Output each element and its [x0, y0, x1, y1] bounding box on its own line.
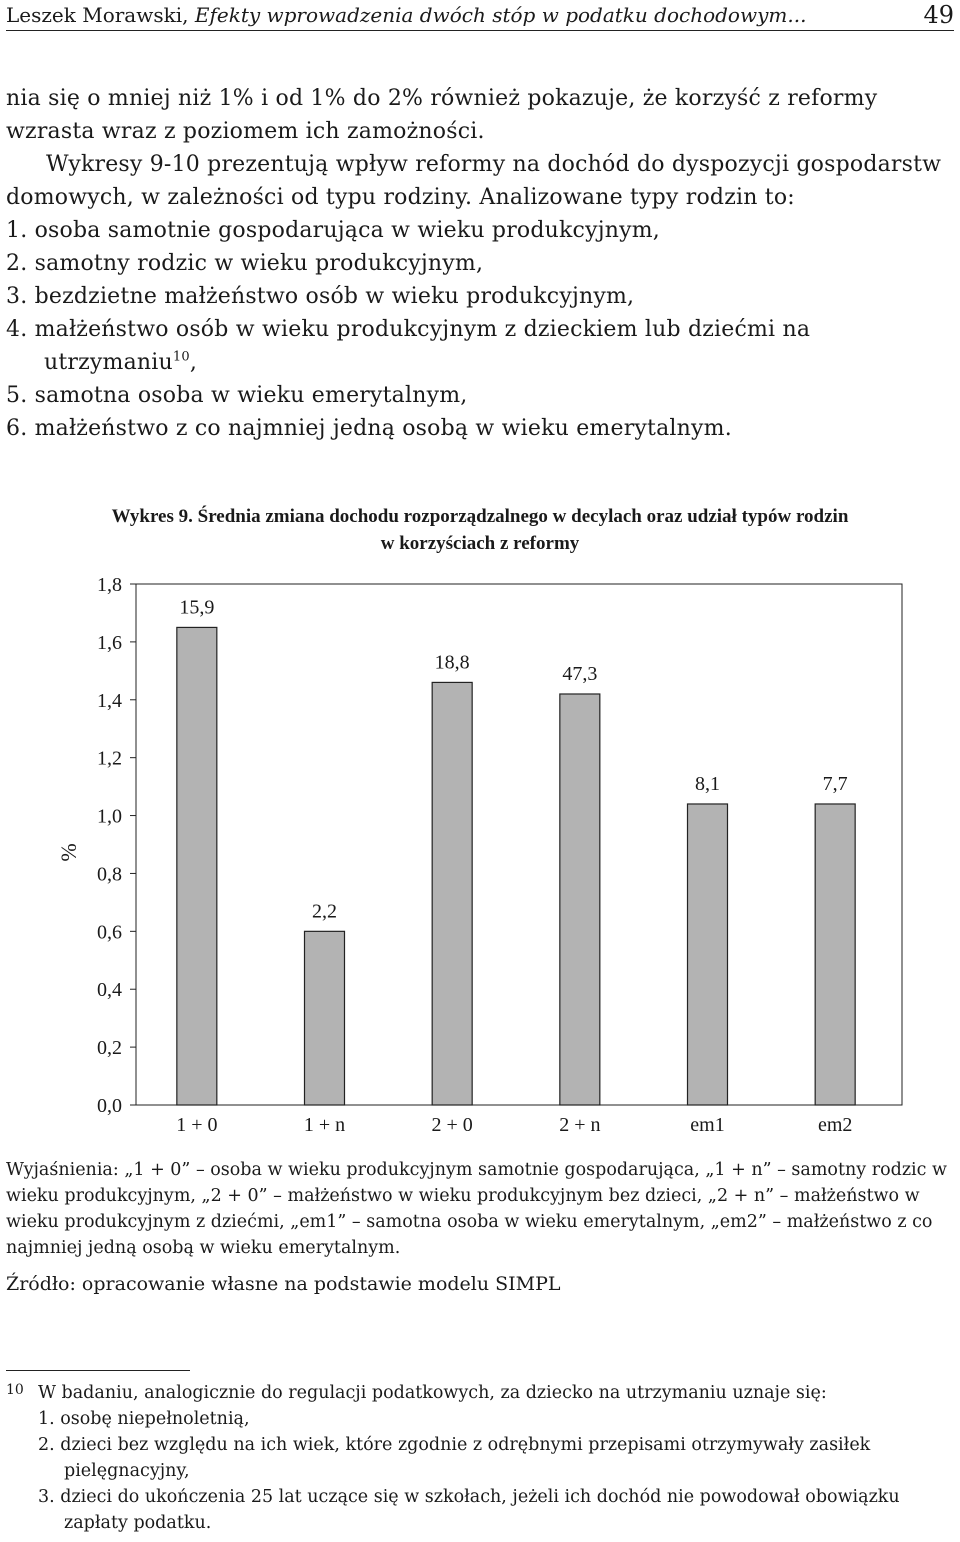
footnote-list [38, 1406, 954, 1536]
list-item [6, 313, 954, 379]
body-text [6, 82, 954, 445]
running-title [6, 0, 806, 30]
y-tick-label: 1,0 [97, 805, 122, 828]
x-tick-label: em1 [690, 1114, 725, 1136]
bar [305, 931, 345, 1105]
footnote-ref[interactable]: 10 [172, 349, 190, 365]
bar-data-label: 18,8 [434, 651, 470, 674]
y-tick-label: 1,6 [97, 631, 122, 654]
footnote-text: W badaniu, analogicznie do regulacji podatkowych, za dziecko na utrzymaniu uznaje się: [38, 1383, 827, 1403]
bar [177, 627, 217, 1105]
y-tick-label: 1,4 [97, 689, 122, 712]
bar [560, 694, 600, 1105]
footnote-number: 10 [6, 1382, 24, 1398]
article-title: Efekty wprowadzenia dwóch stóp w podatku dochodowym... [194, 3, 807, 27]
x-tick-label: 2 + n [559, 1114, 601, 1136]
y-tick-label: 0,0 [97, 1095, 122, 1117]
list-item: 6. małżeństwo z co najmniej jedną osobą w wieku emerytalnym. [6, 416, 732, 441]
bar-data-label: 15,9 [179, 596, 215, 619]
bar [688, 804, 728, 1105]
footnote [6, 1380, 954, 1536]
paragraph: nia się o mniej niż 1% i od 1% do 2% również pokazuje, że korzyść z reformy wzrasta wraz z poziomem ich zamożności. [6, 86, 878, 144]
footnote-item: 3. dzieci do ukończenia 25 lat uczące się w szkołach, jeżeli ich dochód nie powodował obowiązku zapłaty podatku. [38, 1487, 900, 1533]
chart-notes: Wyjaśnienia: „1 + 0” – osoba w wieku produkcyjnym samotnie gospodarująca, „1 + n” – samotny rodzic w wieku produkcyjnym, „2 + 0” – małżeństwo w wieku produkcyjnym bez dzieci, „2 + n” – małżeństwo w wieku produkcyjnym z dziećmi, „em1” – samotna osoba w wieku emerytalnym, „em2” – małżeństwo z co najmniej jedną osobą w wieku emerytalnym. [6, 1160, 947, 1258]
plot-frame [136, 584, 902, 1105]
running-header [6, 0, 954, 31]
chart-title-line: w korzyściach z reformy [380, 533, 580, 554]
chart-source: Źródło: opracowanie własne na podstawie modelu SIMPL [6, 1273, 561, 1295]
y-tick-label: 0,6 [97, 921, 122, 944]
list-item: 5. samotna osoba w wieku emerytalnym, [6, 383, 468, 408]
paragraph: Wykresy 9-10 prezentują wpływ reformy na dochód do dyspozycji gospodarstw domowych, w zależności od typu rodziny. Analizowane typy rodzin to: [6, 152, 942, 210]
y-tick-label: 0,2 [97, 1037, 122, 1060]
list-item-text: 4. małżeństwo osób w wieku produkcyjnym z dzieckiem lub dziećmi na utrzymaniu [6, 317, 811, 375]
chart-title-line: Wykres 9. Średnia zmiana dochodu rozporządzalnego w decylach oraz udział typów rodzin [111, 506, 849, 527]
y-tick-label: 1,2 [97, 747, 122, 770]
y-axis-label: % [56, 843, 81, 862]
page-number: 49 [923, 1, 954, 29]
footnote-divider [6, 1370, 190, 1371]
bar-data-label: 8,1 [695, 772, 720, 795]
x-tick-label: 1 + n [303, 1114, 346, 1136]
bar-data-label: 2,2 [312, 900, 337, 923]
bar-data-label: 47,3 [562, 662, 598, 685]
x-tick-label: em2 [817, 1114, 853, 1136]
list-item: 1. osoba samotnie gospodarująca w wieku produkcyjnym, [6, 218, 660, 243]
chart-title [30, 503, 930, 557]
y-tick-label: 0,4 [97, 979, 122, 1002]
bar-data-label: 7,7 [822, 772, 848, 795]
bar [432, 682, 472, 1105]
family-types-list [6, 214, 954, 445]
x-tick-label: 1 + 0 [176, 1114, 218, 1136]
y-tick-label: 0,8 [97, 863, 122, 886]
footnote-item: 1. osobę niepełnoletnią, [38, 1409, 250, 1429]
bar [815, 804, 855, 1105]
author-name: Leszek Morawski, [6, 3, 195, 27]
footnote-item: 2. dzieci bez względu na ich wiek, które zgodnie z odrębnymi przepisami otrzymywały zasiłek pielęgnacyjny, [38, 1435, 871, 1481]
list-item-tail: , [189, 350, 198, 375]
list-item: 2. samotny rodzic w wieku produkcyjnym, [6, 251, 484, 276]
list-item: 3. bezdzietne małżeństwo osób w wieku produkcyjnym, [6, 284, 635, 309]
x-tick-label: 2 + 0 [431, 1114, 473, 1136]
bar-chart [0, 560, 960, 1150]
y-tick-label: 1,8 [97, 574, 122, 596]
